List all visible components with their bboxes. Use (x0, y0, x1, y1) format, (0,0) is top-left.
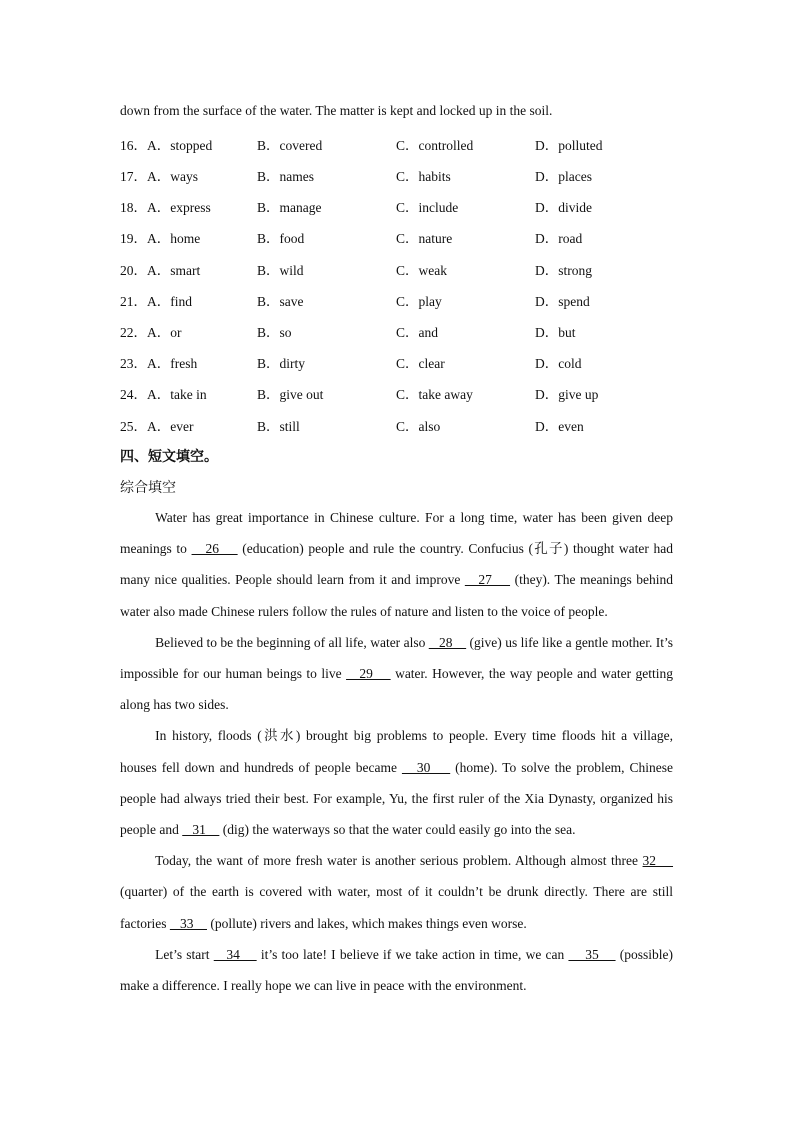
option-c: C．habits (396, 169, 451, 184)
text-span: (give) us life like a gentle mother. It’s impossible for our human beings to live (120, 634, 673, 682)
option-b: B．save (257, 294, 304, 309)
option-d: D．road (535, 231, 583, 246)
option-a: A．take in (147, 387, 207, 402)
option-a: A．ever (147, 419, 194, 434)
blank-28: 28 (428, 634, 467, 650)
blank-33: 33 (169, 915, 207, 931)
blank-32: 32 (642, 853, 674, 869)
question-number: 24． (120, 387, 147, 402)
option-b: B．give out (257, 387, 324, 402)
blank-35: 35 (568, 946, 616, 962)
option-c: C．take away (396, 387, 473, 402)
blank-34: 34 (213, 946, 257, 962)
option-d: D．cold (535, 356, 582, 371)
option-a: A．or (147, 325, 182, 340)
blank-30: 30 (401, 759, 451, 775)
question-number-with-a (120, 415, 193, 435)
option-c: C．clear (396, 356, 445, 371)
paragraph-4 (120, 845, 673, 939)
blank-31: 31 (182, 822, 220, 838)
question-number-with-a (120, 165, 198, 185)
option-a: A．express (147, 200, 211, 215)
option-b: B．dirty (257, 356, 306, 371)
option-a: A．fresh (147, 356, 198, 371)
question-number: 22． (120, 325, 147, 340)
paragraph-2 (120, 627, 673, 721)
paragraph-1 (120, 502, 673, 627)
section-title: 四、短文填空。 (120, 449, 218, 465)
option-c: C．weak (396, 263, 447, 278)
option-c: C．nature (396, 231, 453, 246)
option-b: B．so (257, 325, 292, 340)
option-d: D．places (535, 169, 592, 184)
blank-27: 27 (464, 572, 511, 588)
option-a: A．stopped (147, 138, 213, 153)
text-span: (possible) make a difference. I really hope we can live in peace with the environment. (120, 946, 674, 994)
text-span: (pollute) rivers and lakes, which makes things even worse. (206, 915, 527, 931)
option-b: B．food (257, 231, 305, 246)
option-b: B．manage (257, 200, 322, 215)
option-b: B．names (257, 169, 314, 184)
option-a: A．find (147, 294, 192, 309)
cloze-passage (120, 502, 673, 1001)
option-c: C．include (396, 200, 459, 215)
blank-29: 29 (346, 666, 391, 682)
option-b: B．still (257, 419, 300, 434)
passage-continuation-line: down from the surface of the water. The matter is kept and locked up in the soil. (120, 103, 553, 118)
text-span: (education) people and rule the country. Confucius (孔子) thought water had many nice qualities. People should learn from it and improve (120, 541, 674, 588)
option-d: D．spend (535, 294, 590, 309)
question-number-with-a (120, 227, 200, 247)
question-number-with-a (120, 134, 212, 154)
option-b: B．covered (257, 138, 323, 153)
question-number-with-a (120, 196, 211, 216)
text-span: (they). The meanings behind water also made Chinese rulers follow the rules of nature and listen to the voice of people. (120, 572, 673, 619)
option-c: C．controlled (396, 138, 474, 153)
option-a: A．ways (147, 169, 198, 184)
text-span: In history, floods (洪水) brought big problems to people. Every time floods hit a village, houses fell down and hundreds of people became (120, 728, 673, 775)
text-span: Water has great importance in Chinese culture. For a long time, water has been given deep meanings to (120, 510, 673, 557)
question-number: 23． (120, 356, 147, 371)
question-number-with-a (120, 352, 197, 372)
option-d: D．even (535, 419, 584, 434)
option-a: A．smart (147, 263, 201, 278)
option-b: B．wild (257, 263, 304, 278)
option-d: D．but (535, 325, 576, 340)
option-a: A．home (147, 231, 201, 246)
option-d: D．strong (535, 263, 592, 278)
question-number: 20． (120, 263, 147, 278)
question-number-with-a (120, 383, 207, 403)
option-c: C．play (396, 294, 442, 309)
option-d: D．give up (535, 387, 599, 402)
question-number-with-a (120, 290, 192, 310)
question-number: 21． (120, 294, 147, 309)
text-span: Believed to be the beginning of all life, water also (155, 634, 429, 650)
text-span: Today, the want of more fresh water is another serious problem. Although almost three (155, 853, 643, 869)
text-span: (quarter) of the earth is covered with water, most of it couldn’t be drunk directly. There are still factories (120, 884, 673, 931)
question-number: 17． (120, 169, 147, 184)
option-d: D．polluted (535, 138, 603, 153)
question-number: 19． (120, 231, 147, 246)
blank-26: 26 (191, 541, 238, 557)
text-span: (home). To solve the problem, Chinese people had always tried their best. For example, Yu, the first ruler of the Xia Dynasty, organized his people and (120, 759, 674, 838)
paragraph-5 (120, 939, 673, 1001)
section-subtitle: 综合填空 (120, 480, 176, 496)
text-span: (dig) the waterways so that the water could easily go into the sea. (219, 822, 576, 838)
question-number-with-a (120, 321, 182, 341)
question-number: 16． (120, 138, 147, 153)
text-span: it’s too late! I believe if we take action in time, we can (256, 946, 569, 962)
text-span: Let’s start (155, 946, 214, 962)
question-number: 18． (120, 200, 147, 215)
option-d: D．divide (535, 200, 592, 215)
question-number-with-a (120, 259, 200, 279)
question-number: 25． (120, 419, 147, 434)
option-c: C．also (396, 419, 441, 434)
paragraph-3 (120, 720, 673, 845)
option-c: C．and (396, 325, 438, 340)
text-span: water. However, the way people and water getting along has two sides. (120, 666, 673, 713)
